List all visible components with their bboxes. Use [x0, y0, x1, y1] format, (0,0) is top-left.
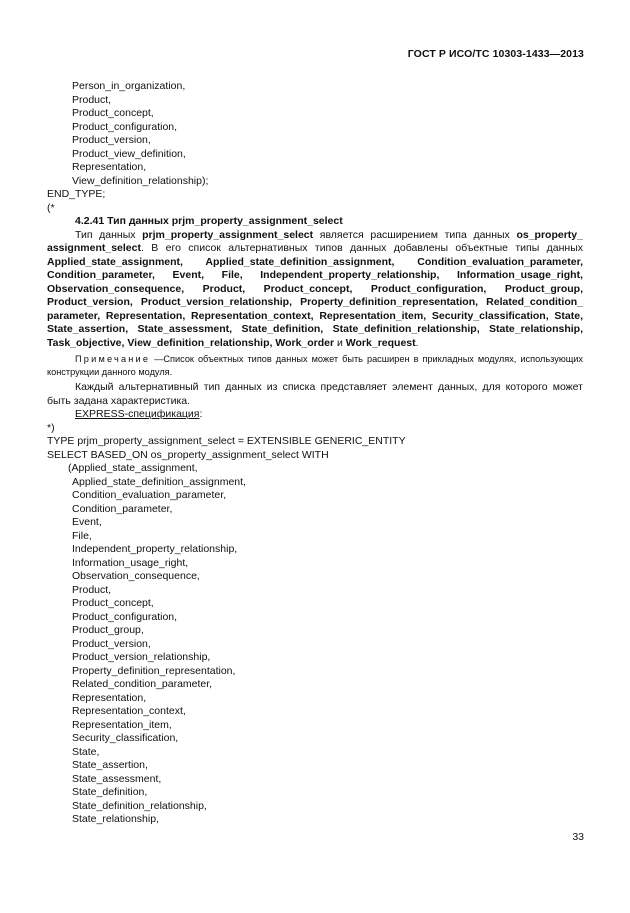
list-item: State,	[72, 745, 100, 758]
top-type-list	[47, 80, 583, 188]
list-item: State_relationship,	[72, 813, 159, 825]
added-types-list: Applied_state_assignment, Applied_state_definition_assignment, Condition_evaluation_parameter, Condition_parameter, Event, File, Independent_property_relationship, Information_usage_right, Observation_consequence, Product, Product_concept, Product_configuration, Product_group, Product_version, Product_version_relationship, Property_definition_representation, Related_condition_ parameter, Representation, Representation_context, Representation_item, Security_classification, State, State_assertion, State_assessment, State_definition, State_definition_relationship, State_relationship, Task_objective, View_definition_relationship, Work_order	[47, 255, 583, 349]
document-body	[47, 80, 583, 827]
list-item: File,	[72, 529, 92, 542]
characteristic-paragraph: Каждый альтернативный тип данных из списка представляет элемент данных, для которого может быть задана характеристика.	[47, 381, 583, 407]
standard-header: ГОСТ Р ИСО/ТС 10303-1433—2013	[407, 48, 584, 60]
list-item: Applied_state_definition_assignment,	[72, 475, 246, 488]
select-declaration: SELECT BASED_ON os_property_assignment_select WITH	[47, 448, 329, 461]
list-item: Product,	[72, 93, 112, 106]
list-item: Product_concept,	[72, 597, 154, 609]
list-item: Security_classification,	[72, 732, 179, 744]
list-item: Representation,	[72, 161, 147, 173]
note-label: Примечание	[75, 354, 151, 364]
list-item: Product_concept,	[72, 107, 154, 119]
note-paragraph	[47, 353, 583, 378]
list-item: Condition_parameter,	[72, 502, 173, 515]
list-item: Product_view_definition,	[72, 147, 186, 160]
list-item: Related_condition_parameter,	[72, 678, 213, 690]
list-item: State_assessment,	[72, 772, 162, 785]
list-item: Representation_item,	[72, 718, 172, 731]
list-item: Person_in_organization,	[72, 80, 186, 92]
list-item: Product_configuration,	[72, 610, 178, 623]
list-item: Independent_property_relationship,	[72, 543, 238, 555]
list-item: View_definition_relationship);	[72, 174, 209, 187]
list-item: State_definition_relationship,	[72, 799, 207, 812]
list-item: Representation_context,	[72, 705, 186, 717]
list-item: Product,	[72, 583, 112, 596]
select-list-open: (Applied_state_assignment,	[68, 462, 198, 474]
section-heading: 4.2.41 Тип данных prjm_property_assignment_select	[75, 215, 343, 227]
end-type-line: END_TYPE;	[47, 188, 106, 200]
comment-close: *)	[47, 421, 55, 434]
list-item: Product_version,	[72, 134, 151, 146]
list-item: Condition_evaluation_parameter,	[72, 489, 227, 501]
base-type-name: os_property_ assignment_select	[47, 228, 583, 254]
list-item: State_definition,	[72, 786, 148, 798]
list-item: Product_version_relationship,	[72, 651, 211, 663]
list-item: Representation,	[72, 691, 147, 704]
type-name: prjm_property_assignment_select	[142, 228, 314, 241]
list-item: Product_version,	[72, 637, 151, 650]
list-item: Product_configuration,	[72, 120, 178, 133]
list-item: Property_definition_representation,	[72, 664, 236, 677]
express-spec-label: EXPRESS-спецификация:	[75, 408, 203, 420]
comment-open: (*	[47, 201, 55, 214]
last-added-type: Work_request	[345, 336, 416, 349]
select-type-list	[47, 476, 583, 827]
list-item: Observation_consequence,	[72, 570, 200, 582]
page-number: 33	[572, 831, 584, 843]
list-item: Information_usage_right,	[72, 556, 189, 569]
note-text: —Список объектных типов данных может быть расширен в прикладных модулях, использующих конструкции данного модуля.	[47, 354, 583, 377]
list-item: State_assertion,	[72, 759, 148, 771]
list-item: Event,	[72, 516, 102, 528]
type-declaration: TYPE prjm_property_assignment_select = EXTENSIBLE GENERIC_ENTITY	[47, 435, 406, 447]
list-item: Product_group,	[72, 624, 144, 636]
description-paragraph: Тип данных prjm_property_assignment_select является расширением типа данных os_property_ assignment_select. В его список альтернативных типов данных добавлены объектные типы данных Applied_state_assignment, Applied_state_definition_assignment, Condition_evaluation_parameter, Condition_parameter, Event, File, Independent_property_relationship, Information_usage_right, Observation_consequence, Product, Product_concept, Product_configuration, Product_group, Product_version, Product_version_relationship, Property_definition_representation, Related_condition_ parameter, Representation, Representation_context, Representation_item, Security_classification, State, State_assertion, State_assessment, State_definition, State_definition_relationship, State_relationship, Task_objective, View_definition_relationship, Work_order и Work_request.	[47, 228, 583, 349]
